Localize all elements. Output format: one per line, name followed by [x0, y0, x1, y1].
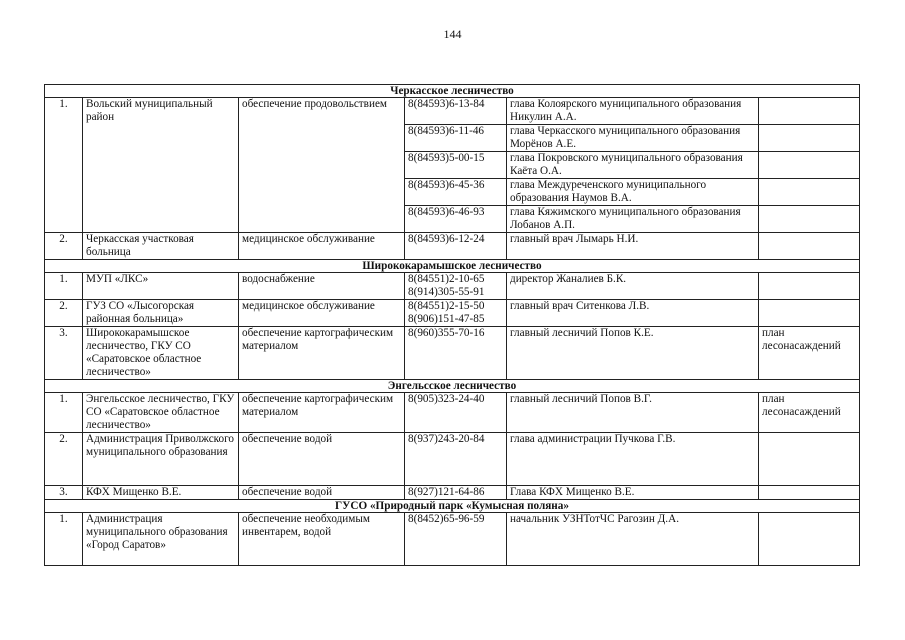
note-cell [759, 206, 860, 233]
person-cell: глава Черкасского муниципального образования Морёнов А.Е. [507, 125, 759, 152]
resources-table [44, 84, 860, 566]
service-cell: обеспечение необходимым инвентарем, водой [239, 513, 405, 566]
phone-cell: 8(84593)6-12-24 [405, 233, 507, 260]
note-cell [759, 273, 860, 300]
organization-cell: МУП «ЛКС» [83, 273, 239, 300]
phone-cell: 8(905)323-24-40 [405, 393, 507, 433]
organization-cell: КФХ Мищенко В.Е. [83, 486, 239, 500]
note-cell: план лесонасаждений [759, 393, 860, 433]
section-title: Энгельсское лесничество [45, 380, 860, 393]
section-title: Ширококарамышское лесничество [45, 260, 860, 273]
section-title: ГУСО «Природный парк «Кумысная поляна» [45, 500, 860, 513]
person-cell: главный лесничий Попов В.Г. [507, 393, 759, 433]
row-number: 1. [45, 98, 83, 233]
person-cell: директор Жаналиев Б.К. [507, 273, 759, 300]
person-cell: главный лесничий Попов К.Е. [507, 327, 759, 380]
service-cell: медицинское обслуживание [239, 233, 405, 260]
phone-cell [405, 273, 507, 300]
note-cell [759, 179, 860, 206]
section-header-row [45, 500, 860, 513]
organization-cell: Администрация Приволжского муниципального образования [83, 433, 239, 486]
organization-cell: Ширококарамышское лесничество, ГКУ СО «Саратовское областное лесничество» [83, 327, 239, 380]
service-cell: обеспечение картографическим материалом [239, 327, 405, 380]
phone-cell: 8(84593)5-00-15 [405, 152, 507, 179]
table-row [45, 393, 860, 433]
note-cell [759, 433, 860, 486]
note-cell [759, 152, 860, 179]
phone-cell [405, 300, 507, 327]
table-row [45, 513, 860, 566]
organization-cell: Администрация муниципального образования «Город Саратов» [83, 513, 239, 566]
phone-cell: 8(84593)6-13-84 [405, 98, 507, 125]
phone-cell: 8(8452)65-96-59 [405, 513, 507, 566]
table-row [45, 486, 860, 500]
row-number: 3. [45, 486, 83, 500]
service-cell: медицинское обслуживание [239, 300, 405, 327]
phone-cell: 8(84593)6-45-36 [405, 179, 507, 206]
row-number: 1. [45, 273, 83, 300]
row-number: 2. [45, 433, 83, 486]
service-cell: обеспечение продовольствием [239, 98, 405, 233]
note-cell [759, 300, 860, 327]
row-number: 2. [45, 300, 83, 327]
phone-cell: 8(84593)6-46-93 [405, 206, 507, 233]
table-row [45, 98, 860, 125]
phone-cell: 8(84593)6-11-46 [405, 125, 507, 152]
organization-cell: Вольский муниципальный район [83, 98, 239, 233]
phone-line: 8(84551)2-15-50 [408, 300, 485, 312]
note-cell [759, 98, 860, 125]
phone-line: 8(914)305-55-91 [408, 286, 485, 298]
person-cell: глава Покровского муниципального образования Каёта О.А. [507, 152, 759, 179]
table-row [45, 233, 860, 260]
table-row [45, 433, 860, 486]
section-header-row [45, 380, 860, 393]
organization-cell: ГУЗ СО «Лысогорская районная больница» [83, 300, 239, 327]
phone-cell: 8(960)355-70-16 [405, 327, 507, 380]
service-cell: обеспечение картографическим материалом [239, 393, 405, 433]
organization-cell: Энгельсское лесничество, ГКУ СО «Саратовское областное лесничество» [83, 393, 239, 433]
person-cell: глава Колоярского муниципального образования Никулин А.А. [507, 98, 759, 125]
service-cell: обеспечение водой [239, 433, 405, 486]
person-cell: глава администрации Пучкова Г.В. [507, 433, 759, 486]
section-title: Черкасское лесничество [45, 85, 860, 98]
person-cell: начальник УЗНТотЧС Рагозин Д.А. [507, 513, 759, 566]
person-cell: глава Междуреченского муниципального образования Наумов В.А. [507, 179, 759, 206]
note-cell [759, 233, 860, 260]
table-row [45, 273, 860, 300]
phone-line: 8(84551)2-10-65 [408, 273, 485, 285]
phone-line: 8(906)151-47-85 [408, 313, 485, 325]
person-cell: Глава КФХ Мищенко В.Е. [507, 486, 759, 500]
table-row [45, 327, 860, 380]
row-number: 1. [45, 513, 83, 566]
phone-cell: 8(927)121-64-86 [405, 486, 507, 500]
person-cell: главный врач Ситенкова Л.В. [507, 300, 759, 327]
note-cell [759, 513, 860, 566]
table-row [45, 300, 860, 327]
person-cell: главный врач Лымарь Н.И. [507, 233, 759, 260]
section-header-row [45, 85, 860, 98]
person-cell: глава Кяжимского муниципального образования Лобанов А.П. [507, 206, 759, 233]
row-number: 2. [45, 233, 83, 260]
service-cell: водоснабжение [239, 273, 405, 300]
note-cell [759, 125, 860, 152]
organization-cell: Черкасская участковая больница [83, 233, 239, 260]
note-cell: план лесонасаждений [759, 327, 860, 380]
row-number: 3. [45, 327, 83, 380]
section-header-row [45, 260, 860, 273]
phone-cell: 8(937)243-20-84 [405, 433, 507, 486]
row-number: 1. [45, 393, 83, 433]
service-cell: обеспечение водой [239, 486, 405, 500]
note-cell [759, 486, 860, 500]
page-number: 144 [443, 27, 462, 41]
